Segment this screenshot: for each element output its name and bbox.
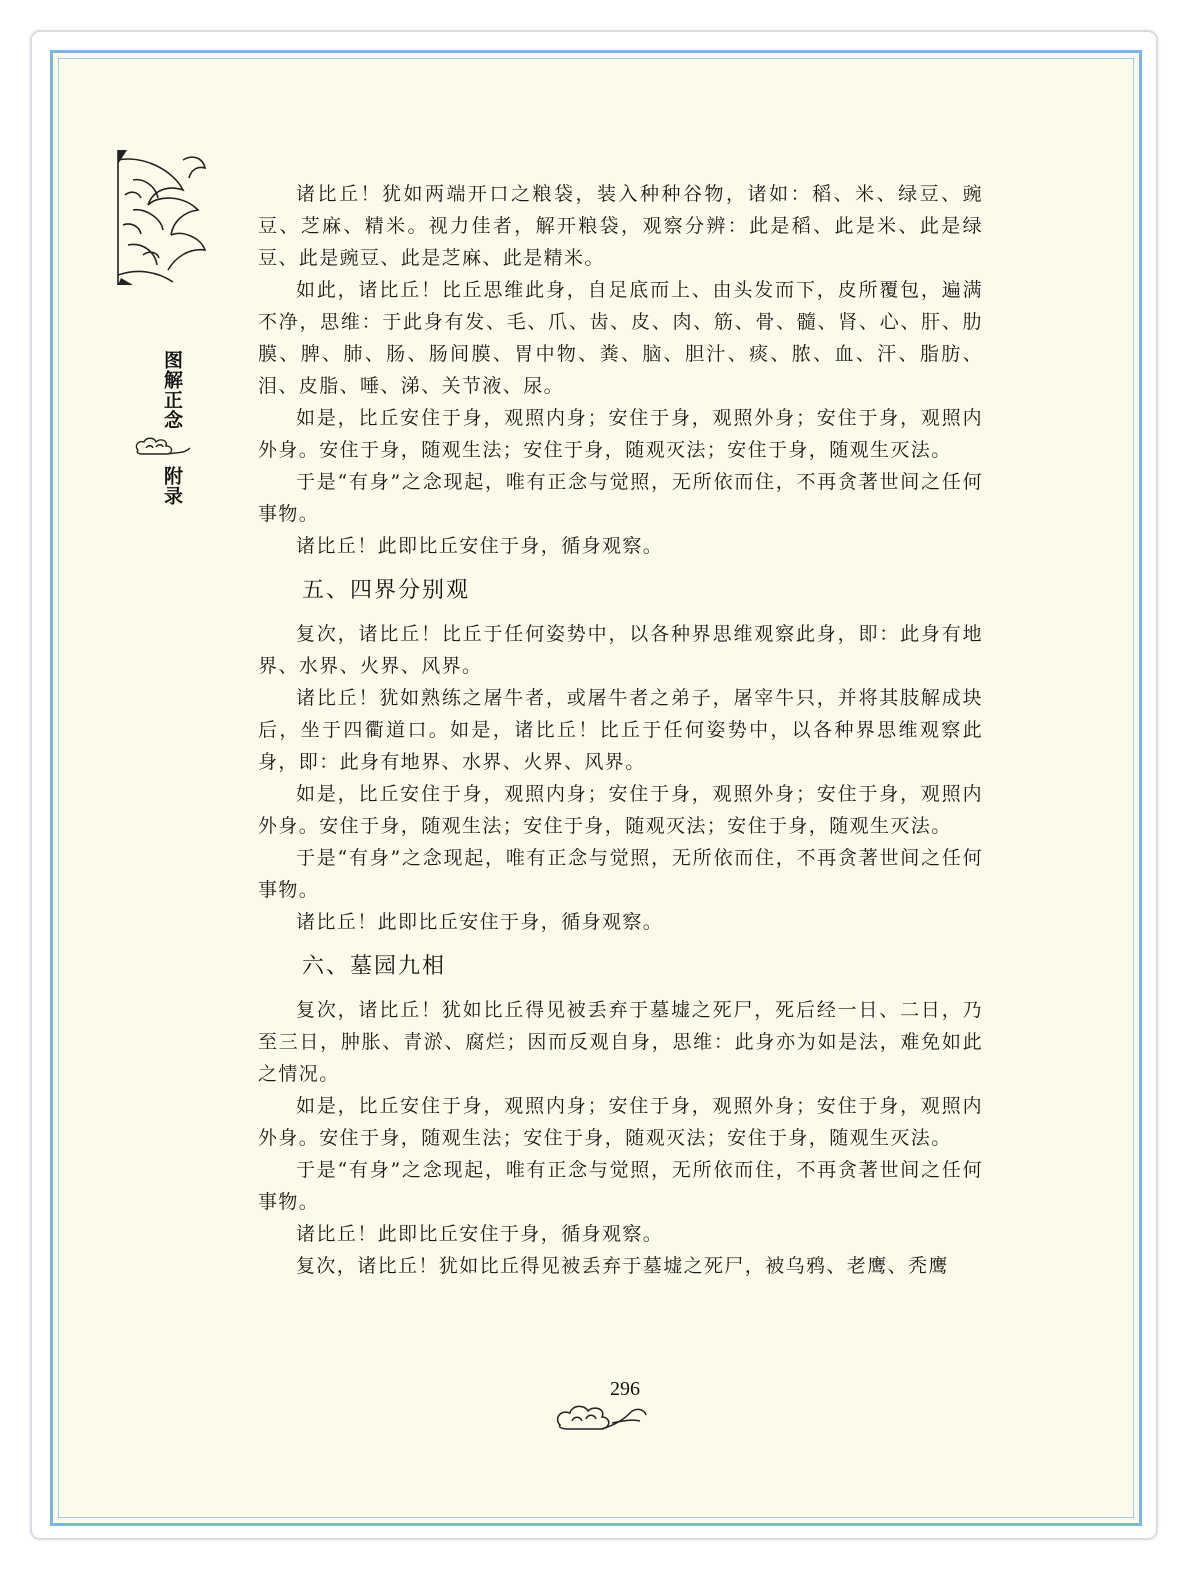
- paragraph: 如是，比丘安住于身，观照内身；安住于身，观照外身；安住于身，观照内外身。安住于身，随观生法；安住于身，随观灭法；安住于身，随观生灭法。: [258, 407, 983, 461]
- paragraph: 于是“有身”之念现起，唯有正念与觉照，无所依而住，不再贪著世间之任何事物。: [258, 847, 983, 901]
- cloud-icon: [132, 434, 192, 458]
- paragraph: 于是“有身”之念现起，唯有正念与觉照，无所依而住，不再贪著世间之任何事物。: [258, 471, 983, 525]
- paragraph: 如是，比丘安住于身，观照内身；安住于身，观照外身；安住于身，观照内外身。安住于身，随观生法；安住于身，随观灭法；安住于身，随观生灭法。: [258, 1095, 983, 1149]
- side-title: 图解正念: [161, 350, 183, 430]
- paragraph: 诸比丘！此即比丘安住于身，循身观察。: [296, 911, 664, 933]
- side-running-head: [160, 350, 190, 506]
- lotus-icon: [113, 150, 208, 285]
- cloud-icon: [552, 1395, 652, 1435]
- paragraph: 诸比丘！此即比丘安住于身，循身观察。: [296, 1223, 664, 1245]
- side-section: 附录: [161, 466, 183, 506]
- paragraph: 诸比丘！此即比丘安住于身，循身观察。: [296, 535, 664, 557]
- paragraph: 复次，诸比丘！比丘于任何姿势中，以各种界思维观察此身，即：此身有地界、水界、火界、风界。: [258, 623, 983, 677]
- paragraph: 诸比丘！犹如熟练之屠牛者，或屠牛者之弟子，屠宰牛只，并将其肢解成块后，坐于四衢道口。如是，诸比丘！比丘于任何姿势中，以各种界思维观察此身，即：此身有地界、水界、火界、风界。: [258, 687, 983, 773]
- paragraph: 如是，比丘安住于身，观照内身；安住于身，观照外身；安住于身，观照内外身。安住于身，随观生法；安住于身，随观灭法；安住于身，随观生灭法。: [258, 783, 983, 837]
- paragraph: 诸比丘！犹如两端开口之粮袋，装入种种谷物，诸如：稻、米、绿豆、豌豆、芝麻、精米。视力佳者，解开粮袋，观察分辨：此是稻、此是米、此是绿豆、此是豌豆、此是芝麻、此是精米。: [258, 183, 983, 269]
- main-text: [258, 178, 983, 1282]
- paragraph: 复次，诸比丘！犹如比丘得见被丢弃于墓墟之死尸，被乌鸦、老鹰、秃鹰: [296, 1255, 949, 1277]
- paragraph: 复次，诸比丘！犹如比丘得见被丢弃于墓墟之死尸，死后经一日、二日，乃至三日，肿胀、青淤、腐烂；因而反观自身，思维：此身亦为如是法，难免如此之情况。: [258, 999, 983, 1085]
- paragraph: 如此，诸比丘！比丘思维此身，自足底而上、由头发而下，皮所覆包，遍满不净，思维：于此身有发、毛、爪、齿、皮、肉、筋、骨、髓、肾、心、肝、肋膜、脾、肺、肠、肠间膜、胃中物、粪、脑、胆汁、痰、脓、血、汗、脂肪、泪、皮脂、唾、涕、关节液、尿。: [258, 279, 983, 397]
- section-heading-six: 六、墓园九相: [302, 954, 447, 979]
- paragraph: 于是“有身”之念现起，唯有正念与觉照，无所依而住，不再贪著世间之任何事物。: [258, 1159, 983, 1213]
- section-heading-five: 五、四界分别观: [302, 578, 471, 603]
- page-number: 296: [610, 1378, 640, 1400]
